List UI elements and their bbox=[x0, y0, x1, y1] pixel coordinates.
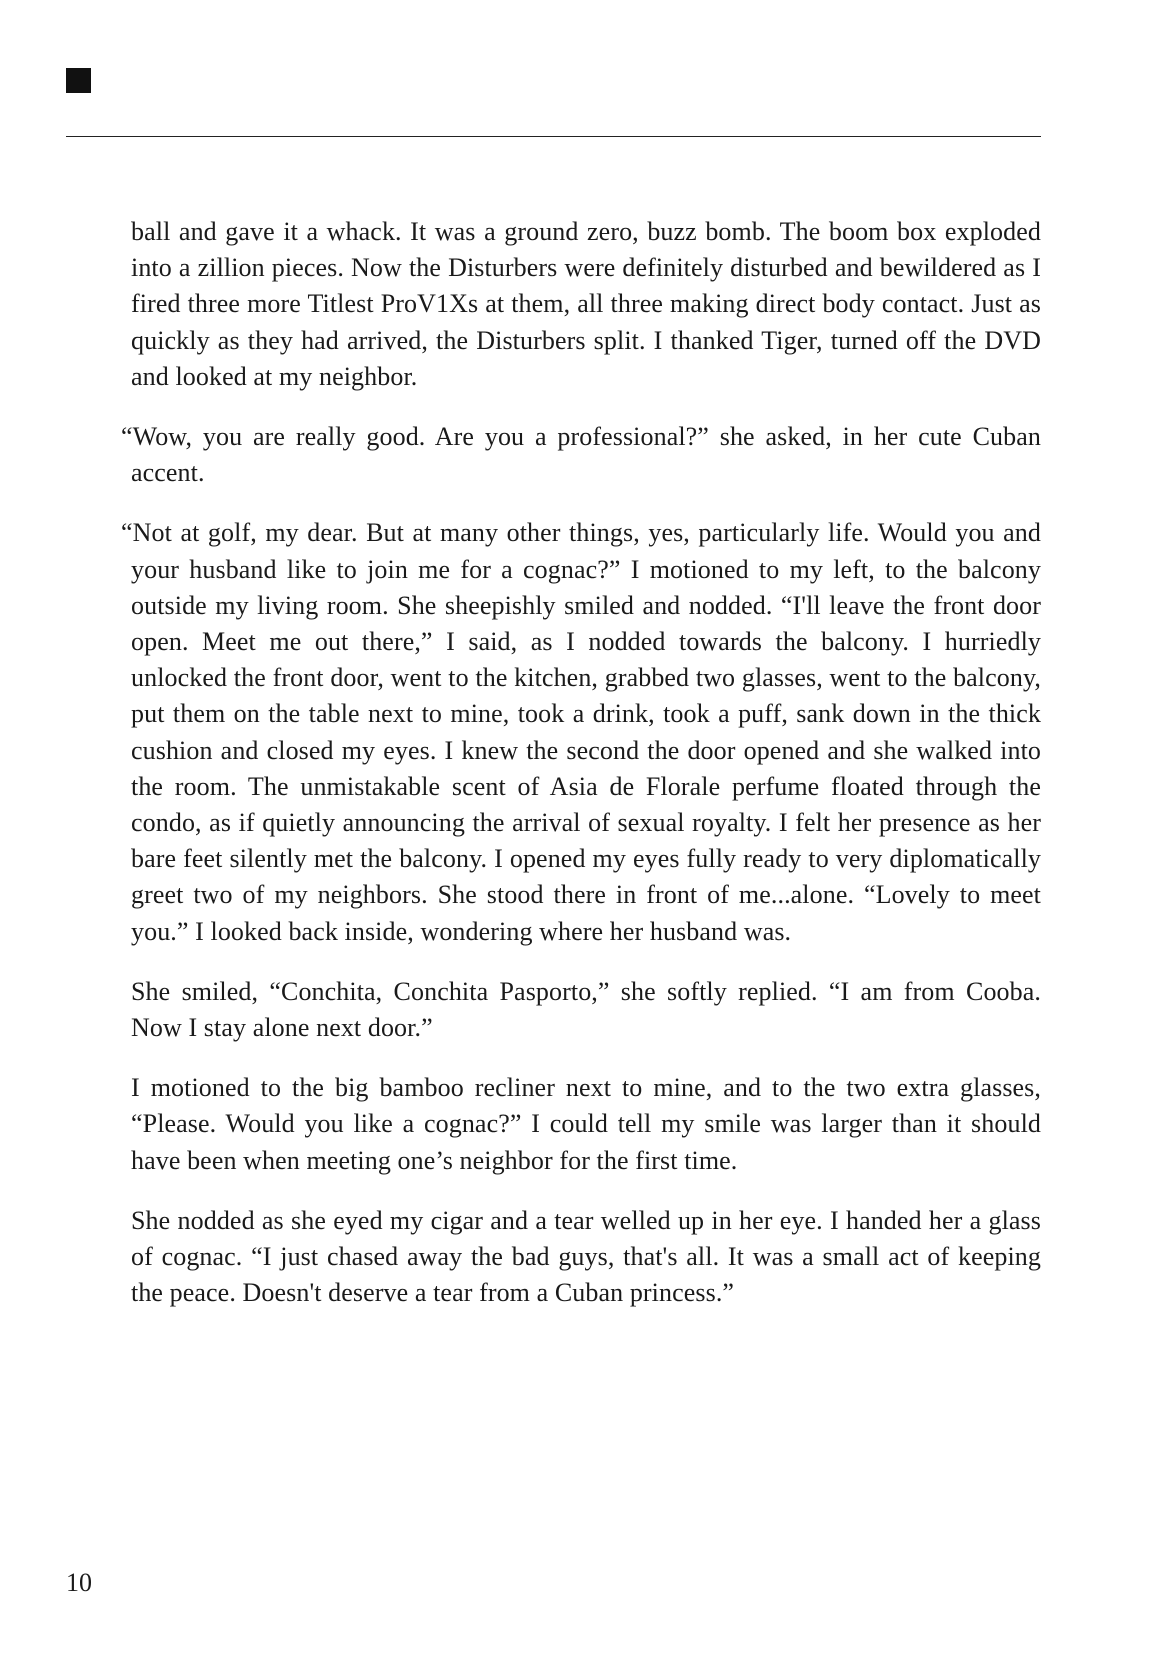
paragraph-3: “Not at golf, my dear. But at many other things, yes, particularly life. Would you and your husband like to join me for a cognac?” I motioned to my left, to the balcony outside my living room. She sheepishly smiled and nodded. “I'll leave the front door open. Meet me out there,” I said, as I nodded towards the balcony. I hurriedly unlocked the front door, went to the kitchen, grabbed two glasses, went to the balcony, put them on the table next to mine, took a drink, took a puff, sank down in the thick cushion and closed my eyes. I knew the second the door opened and she walked into the room. The unmistakable scent of Asia de Florale perfume floated through the condo, as if quietly announcing the arrival of sexual royalty. I felt her presence as her bare feet silently met the balcony. I opened my eyes fully ready to very diplomatically greet two of my neighbors. She stood there in front of me...alone. “Lovely to meet you.” I looked back inside, wondering where her husband was. bbox=[121, 518, 1041, 946]
paragraph-4: She smiled, “Conchita, Conchita Pasporto,” she softly replied. “I am from Cooba. Now I stay alone next door.” bbox=[131, 976, 1041, 1043]
body-text bbox=[121, 214, 1041, 1311]
paragraph-5: I motioned to the big bamboo recliner next to mine, and to the two extra glasses, “Please. Would you like a cognac?” I could tell my smile was larger than it should have been when meeting one’s neighbor for the first time. bbox=[131, 1073, 1041, 1175]
paragraph-1: ball and gave it a whack. It was a ground zero, buzz bomb. The boom box exploded into a zillion pieces. Now the Disturbers were definitely disturbed and bewildered as I fired three more Titlest ProV1Xs at them, all three making direct body contact. Just as quickly as they had arrived, the Disturbers split. I thanked Tiger, turned off the DVD and looked at my neighbor. bbox=[131, 217, 1041, 391]
paragraph-2: “Wow, you are really good. Are you a professional?” she asked, in her cute Cuban accent. bbox=[121, 422, 1041, 488]
header-rule bbox=[66, 136, 1041, 137]
page-number: 10 bbox=[66, 1568, 92, 1597]
paragraph-6: She nodded as she eyed my cigar and a tear welled up in her eye. I handed her a glass of cognac. “I just chased away the bad guys, that's all. It was a small act of keeping the peace. Doesn't deserve a tear from a Cuban princess.” bbox=[131, 1205, 1041, 1308]
corner-square-mark bbox=[66, 68, 91, 93]
